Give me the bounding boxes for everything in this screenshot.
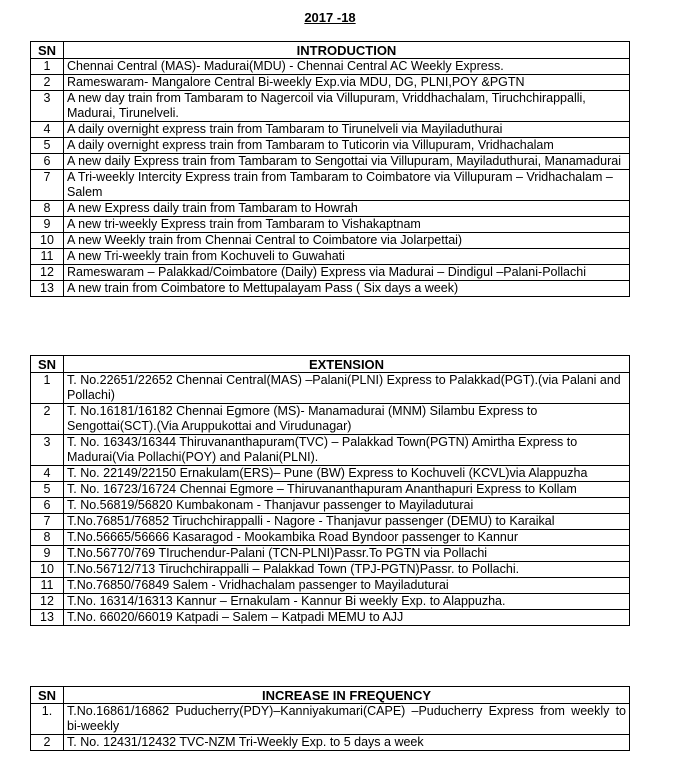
row-description: T. No. 16723/16724 Chennai Egmore – Thiruvananthapuram Ananthapuri Express to Kollam bbox=[64, 482, 630, 498]
row-sn: 7 bbox=[31, 170, 64, 201]
row-description: T.No.56712/713 Tiruchchirappalli – Palakkad Town (TPJ-PGTN)Passr. to Pollachi. bbox=[64, 562, 630, 578]
row-sn: 13 bbox=[31, 281, 64, 297]
row-sn: 12 bbox=[31, 594, 64, 610]
table-row bbox=[31, 466, 630, 482]
row-sn: 5 bbox=[31, 482, 64, 498]
table-row bbox=[31, 514, 630, 530]
increase-in-frequency-table bbox=[30, 686, 630, 751]
row-sn: 13 bbox=[31, 610, 64, 626]
row-description: T.No. 66020/66019 Katpadi – Salem – Katpadi MEMU to AJJ bbox=[64, 610, 630, 626]
extension-table bbox=[30, 355, 630, 626]
table-row bbox=[31, 154, 630, 170]
row-description: T. No. 22149/22150 Ernakulam(ERS)– Pune (BW) Express to Kochuveli (KCVL)via Alappuzha bbox=[64, 466, 630, 482]
table-row bbox=[31, 75, 630, 91]
row-description: A new tri-weekly Express train from Tambaram to Vishakaptnam bbox=[64, 217, 630, 233]
row-sn: 8 bbox=[31, 201, 64, 217]
row-sn: 10 bbox=[31, 233, 64, 249]
table-row bbox=[31, 138, 630, 154]
row-sn: 6 bbox=[31, 154, 64, 170]
table-row bbox=[31, 233, 630, 249]
row-description: Rameswaram- Mangalore Central Bi-weekly Exp.via MDU, DG, PLNI,POY &PGTN bbox=[64, 75, 630, 91]
row-sn: 11 bbox=[31, 249, 64, 265]
row-description: A daily overnight express train from Tambaram to Tuticorin via Villupuram, Vridhachalam bbox=[64, 138, 630, 154]
introduction-table bbox=[30, 41, 630, 297]
row-sn: 2 bbox=[31, 735, 64, 751]
row-description: T. No.22651/22652 Chennai Central(MAS) –Palani(PLNI) Express to Palakkad(PGT).(via Palani and Pollachi) bbox=[64, 373, 630, 404]
sn-header: SN bbox=[31, 687, 64, 704]
row-description: Chennai Central (MAS)- Madurai(MDU) - Chennai Central AC Weekly Express. bbox=[64, 59, 630, 75]
table-row bbox=[31, 404, 630, 435]
row-description: Rameswaram – Palakkad/Coimbatore (Daily) Express via Madurai – Dindigul –Palani-Pollachi bbox=[64, 265, 630, 281]
table-row bbox=[31, 249, 630, 265]
table-row bbox=[31, 498, 630, 514]
table-row bbox=[31, 217, 630, 233]
table-row bbox=[31, 91, 630, 122]
table-row bbox=[31, 482, 630, 498]
row-description: T.No.76850/76849 Salem - Vridhachalam passenger to Mayiladuturai bbox=[64, 578, 630, 594]
table-row bbox=[31, 373, 630, 404]
table-row bbox=[31, 59, 630, 75]
row-description: T. No.56819/56820 Kumbakonam - Thanjavur passenger to Mayiladuturai bbox=[64, 498, 630, 514]
row-description: T.No.76851/76852 Tiruchchirappalli - Nagore - Thanjavur passenger (DEMU) to Karaikal bbox=[64, 514, 630, 530]
table-row bbox=[31, 122, 630, 138]
row-description: A new train from Coimbatore to Mettupalayam Pass ( Six days a week) bbox=[64, 281, 630, 297]
row-sn: 3 bbox=[31, 91, 64, 122]
row-sn: 10 bbox=[31, 562, 64, 578]
row-sn: 11 bbox=[31, 578, 64, 594]
row-sn: 8 bbox=[31, 530, 64, 546]
section-header: INCREASE IN FREQUENCY bbox=[64, 687, 630, 704]
row-description: A new Tri-weekly train from Kochuveli to Guwahati bbox=[64, 249, 630, 265]
row-description: T. No. 16343/16344 Thiruvananthapuram(TVC) – Palakkad Town(PGTN) Amirtha Express to Madurai(Via Pollachi(POY) and Palani(PLNI). bbox=[64, 435, 630, 466]
row-description: T.No.56770/769 TIruchendur-Palani (TCN-PLNI)Passr.To PGTN via Pollachi bbox=[64, 546, 630, 562]
row-description: T.No. 16314/16313 Kannur – Ernakulam - Kannur Bi weekly Exp. to Alappuzha. bbox=[64, 594, 630, 610]
row-sn: 4 bbox=[31, 122, 64, 138]
sn-header: SN bbox=[31, 42, 64, 59]
table-header-row bbox=[31, 356, 630, 373]
table-row bbox=[31, 562, 630, 578]
table-row bbox=[31, 594, 630, 610]
row-sn: 4 bbox=[31, 466, 64, 482]
row-sn: 6 bbox=[31, 498, 64, 514]
row-description: T. No.16181/16182 Chennai Egmore (MS)- Manamadurai (MNM) Silambu Express to Sengottai(SCT).(Via Aruppukottai and Virudunagar) bbox=[64, 404, 630, 435]
row-sn: 1 bbox=[31, 373, 64, 404]
table-row bbox=[31, 578, 630, 594]
row-description: A new Weekly train from Chennai Central to Coimbatore via Jolarpettai) bbox=[64, 233, 630, 249]
row-description: A Tri-weekly Intercity Express train from Tambaram to Coimbatore via Villupuram – Vridhachalam – Salem bbox=[64, 170, 630, 201]
row-sn: 1 bbox=[31, 59, 64, 75]
row-description: T.No.16861/16862 Puducherry(PDY)–Kanniyakumari(CAPE) –Puducherry Express from weekly to bi-weekly bbox=[64, 704, 630, 735]
row-sn: 1. bbox=[31, 704, 64, 735]
table-row bbox=[31, 546, 630, 562]
section-header: INTRODUCTION bbox=[64, 42, 630, 59]
row-description: A new Express daily train from Tambaram to Howrah bbox=[64, 201, 630, 217]
table-header-row bbox=[31, 42, 630, 59]
table-row bbox=[31, 170, 630, 201]
table-row bbox=[31, 610, 630, 626]
table-row bbox=[31, 281, 630, 297]
row-sn: 2 bbox=[31, 75, 64, 91]
page-title: 2017 -18 bbox=[304, 10, 356, 25]
row-description: A new daily Express train from Tambaram to Sengottai via Villupuram, Mayiladuthurai, Manamadurai bbox=[64, 154, 630, 170]
row-sn: 12 bbox=[31, 265, 64, 281]
row-sn: 2 bbox=[31, 404, 64, 435]
table-header-row bbox=[31, 687, 630, 704]
table-row bbox=[31, 201, 630, 217]
table-row bbox=[31, 735, 630, 751]
table-row bbox=[31, 530, 630, 546]
sn-header: SN bbox=[31, 356, 64, 373]
row-sn: 7 bbox=[31, 514, 64, 530]
section-header: EXTENSION bbox=[64, 356, 630, 373]
row-sn: 3 bbox=[31, 435, 64, 466]
row-sn: 5 bbox=[31, 138, 64, 154]
row-description: A daily overnight express train from Tambaram to Tirunelveli via Mayiladuthurai bbox=[64, 122, 630, 138]
row-description: A new day train from Tambaram to Nagercoil via Villupuram, Vriddhachalam, Tiruchchirappalli, Madurai, Tirunelveli. bbox=[64, 91, 630, 122]
row-description: T. No. 12431/12432 TVC-NZM Tri-Weekly Exp. to 5 days a week bbox=[64, 735, 630, 751]
table-row bbox=[31, 435, 630, 466]
table-row bbox=[31, 704, 630, 735]
row-description: T.No.56665/56666 Kasaragod - Mookambika Road Byndoor passenger to Kannur bbox=[64, 530, 630, 546]
row-sn: 9 bbox=[31, 546, 64, 562]
table-row bbox=[31, 265, 630, 281]
row-sn: 9 bbox=[31, 217, 64, 233]
